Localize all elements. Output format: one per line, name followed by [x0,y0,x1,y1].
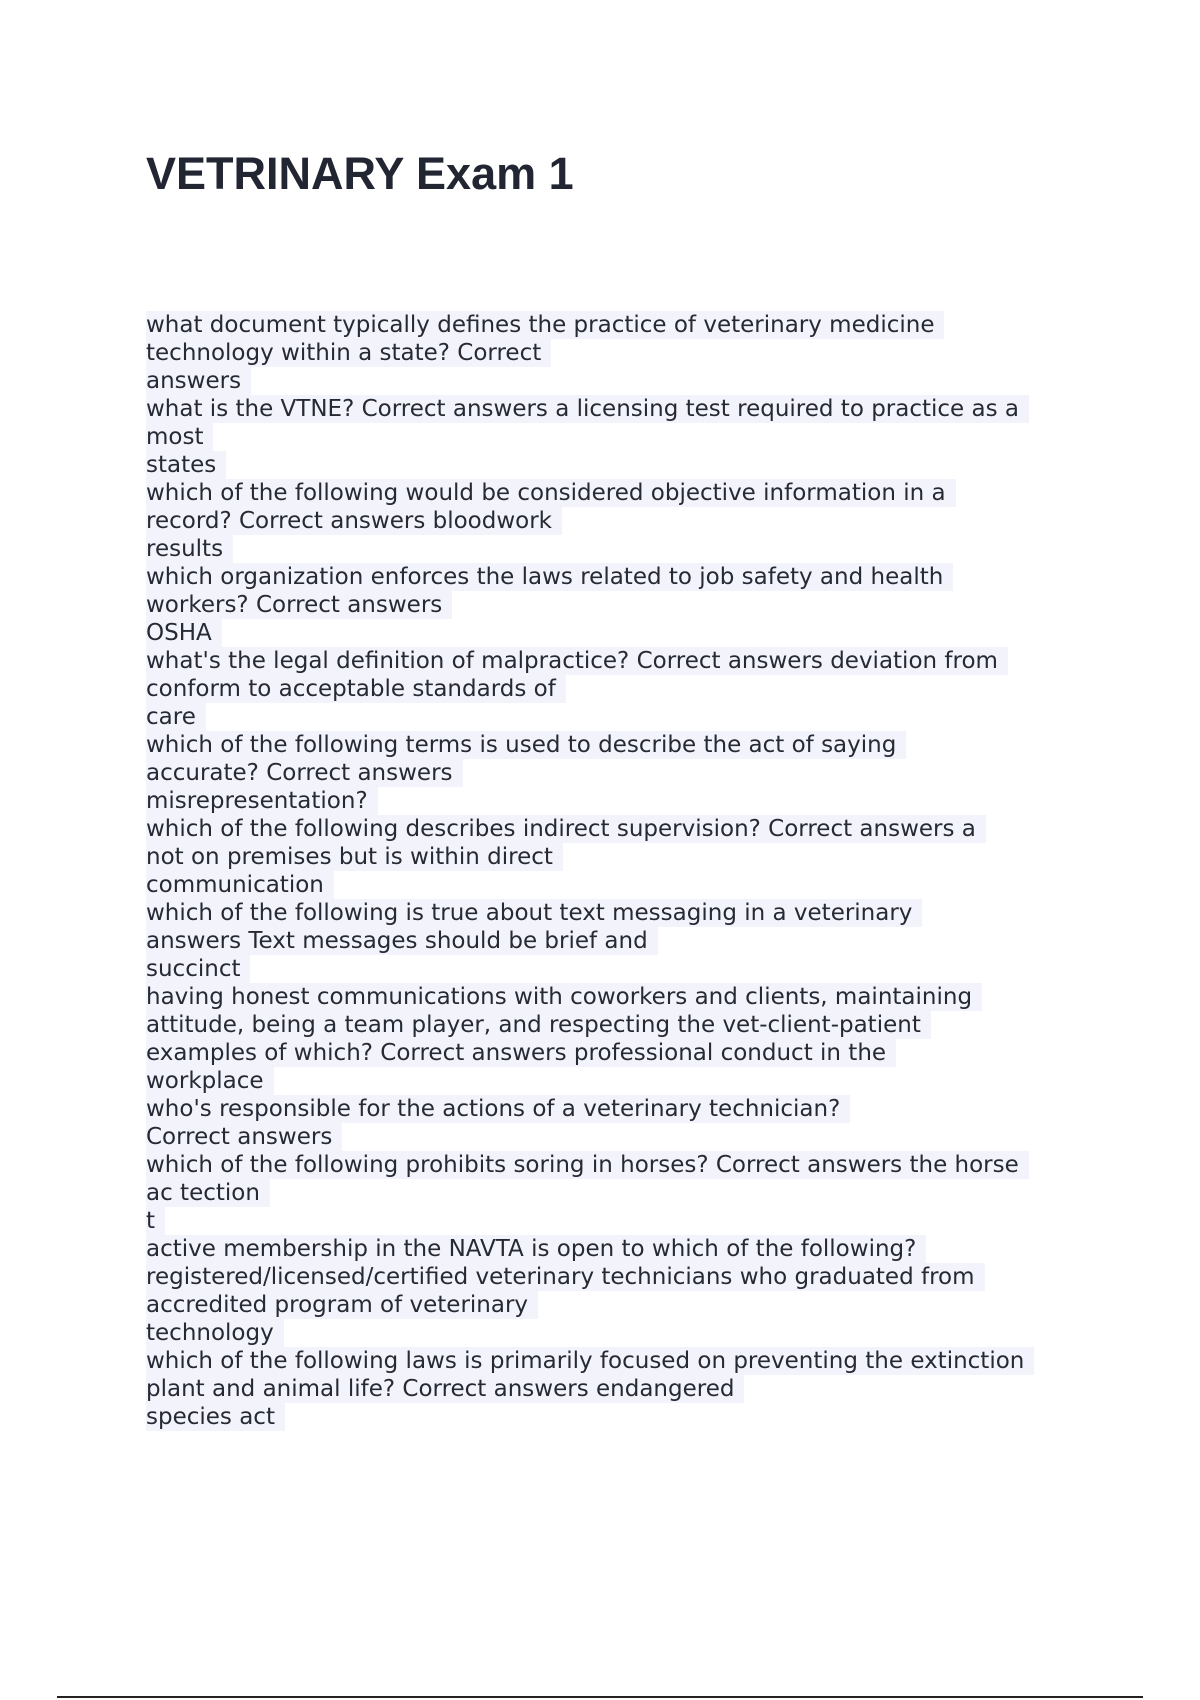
text-line: examples of which? Correct answers professional conduct in the [146,1039,1086,1067]
text-line: answers [146,367,1086,395]
text-line: succinct [146,955,1086,983]
text-line: what's the legal definition of malpractice? Correct answers deviation from [146,647,1086,675]
text-line: accredited program of veterinary [146,1291,1086,1319]
text-line: what document typically defines the practice of veterinary medicine [146,311,1086,339]
text-line: attitude, being a team player, and respecting the vet-client-patient [146,1011,1086,1039]
text-line: conform to acceptable standards of [146,675,1086,703]
text-line: record? Correct answers bloodwork [146,507,1086,535]
text-line: active membership in the NAVTA is open to which of the following? [146,1235,1086,1263]
text-line: states [146,451,1086,479]
text-line: workplace [146,1067,1086,1095]
text-line: technology within a state? Correct [146,339,1086,367]
text-line: having honest communications with coworkers and clients, maintaining [146,983,1086,1011]
text-line: OSHA [146,619,1086,647]
text-line: who's responsible for the actions of a veterinary technician? [146,1095,1086,1123]
text-line: communication [146,871,1086,899]
text-line: what is the VTNE? Correct answers a licensing test required to practice as a [146,395,1086,423]
text-line: answers Text messages should be brief and [146,927,1086,955]
text-line: most [146,423,1086,451]
text-line: which of the following would be considered objective information in a [146,479,1086,507]
text-line: Correct answers [146,1123,1086,1151]
text-line: which of the following describes indirect supervision? Correct answers a [146,815,1086,843]
text-line: which organization enforces the laws related to job safety and health [146,563,1086,591]
text-line: technology [146,1319,1086,1347]
text-line: accurate? Correct answers [146,759,1086,787]
text-line: which of the following is true about text messaging in a veterinary [146,899,1086,927]
text-line: registered/licensed/certified veterinary technicians who graduated from [146,1263,1086,1291]
text-line: which of the following terms is used to describe the act of saying [146,731,1086,759]
text-line: misrepresentation? [146,787,1086,815]
text-line: t [146,1207,1086,1235]
page-bottom-divider [57,1696,1143,1698]
text-line: ac tection [146,1179,1086,1207]
text-line: workers? Correct answers [146,591,1086,619]
text-line: species act [146,1403,1086,1431]
text-line: results [146,535,1086,563]
text-line: plant and animal life? Correct answers endangered [146,1375,1086,1403]
text-line: which of the following laws is primarily focused on preventing the extinction [146,1347,1086,1375]
document-body [146,311,1086,1431]
document-title: VETRINARY Exam 1 [146,148,574,199]
text-line: not on premises but is within direct [146,843,1086,871]
text-line: care [146,703,1086,731]
text-line: which of the following prohibits soring in horses? Correct answers the horse [146,1151,1086,1179]
